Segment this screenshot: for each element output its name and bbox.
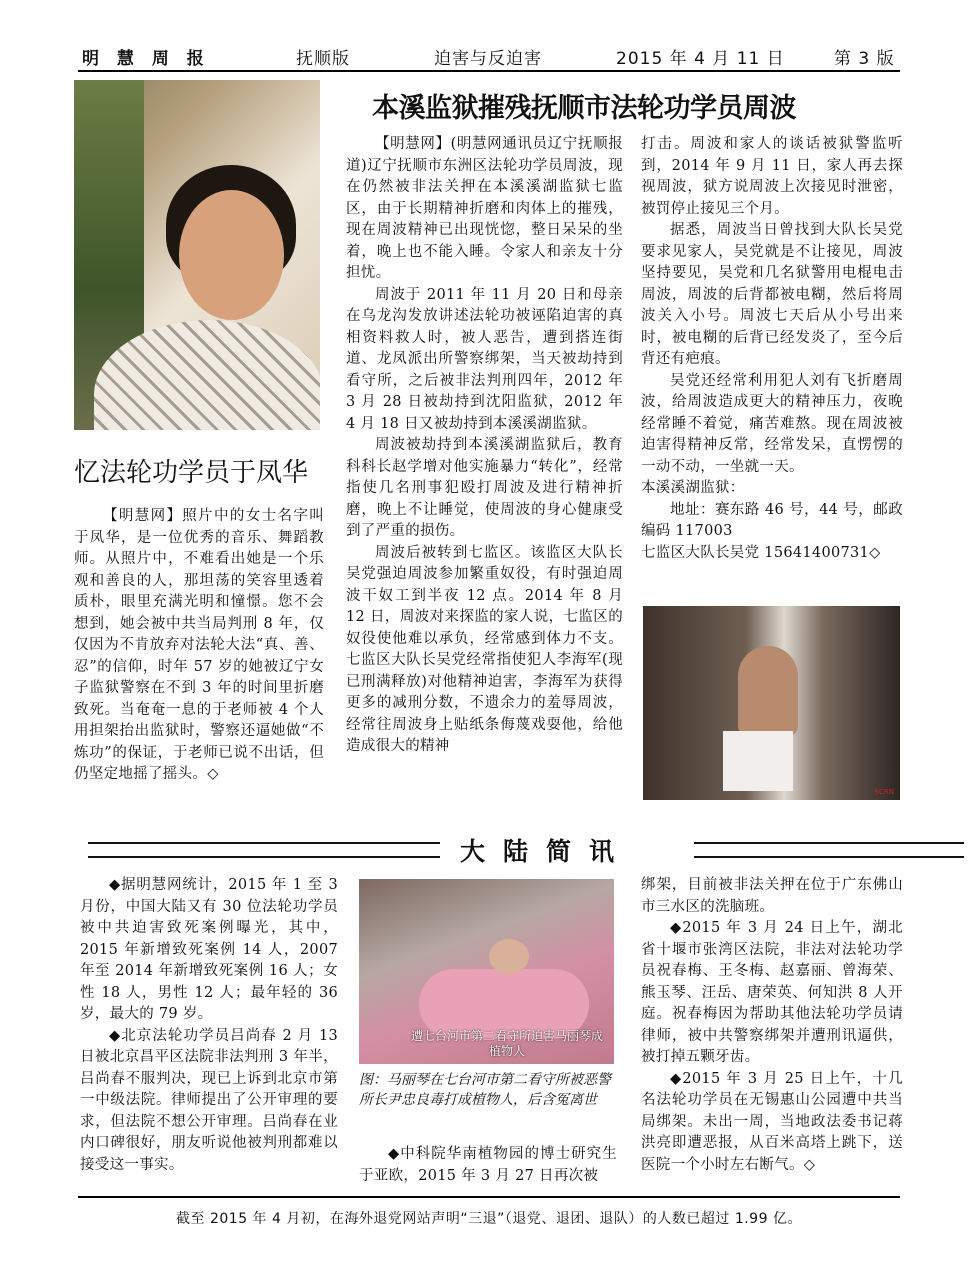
edition-label: 抚顺版 <box>296 49 350 69</box>
brief-item: ◆北京法轮功学员吕尚春 2 月 13 日被北京昌平区法院非法判刑 3 年半，吕尚春不服判决，现已上诉到北京市第一中级法院。律师提出了公开审理的要求，但法院不想公开审理。吕尚春在业内口碑很好，朋友听说他被判刑都难以接受这一事实。 <box>80 1027 338 1173</box>
page-header <box>78 40 900 72</box>
article-paragraph: 周波被劫持到本溪溪湖监狱后，教育科科长赵学增对他实施暴力“转化”，经常指使几名刑事犯殴打周波及进行精神折磨，晚上不让睡觉，使周波的身心健康受到了严重的损伤。 <box>346 437 623 539</box>
address-label: 本溪溪湖监狱： <box>641 480 745 496</box>
briefs-column-2 <box>359 1144 617 1187</box>
article-paragraph: 打击。周波和家人的谈话被狱警监听到，2014 年 9 月 11 日，家人再去探视周波，狱方说周波上次接见时泄密，被罚停止接见三个月。 <box>641 136 903 217</box>
article-paragraph: 【明慧网】(明慧网通讯员辽宁抚顺报道)辽宁抚顺市东洲区法轮功学员周波，现在仍然被非法关押在本溪溪湖监狱七监区，由于长期精神折磨和肉体上的摧残，现在周波精神已出现恍惚，整日呆呆的坐着，晚上也不能入睡。令家人和亲友十分担忧。 <box>346 136 623 281</box>
article-paragraph: 吴党还经常利用犯人刘有飞折磨周波，给周波造成更大的精神压力，夜晚经常睡不着觉，痛苦难熬。现在周波被迫害得精神反常，经常发呆，直愣愣的一动不动，一坐就一天。 <box>641 372 903 475</box>
article-paragraph: 【明慧网】照片中的女士名字叫于凤华，是一位优秀的音乐、舞蹈教师。从照片中，不难看出她是一个乐观和善良的人，那坦荡的笑容里透着质朴，眼里充满光明和憧憬。您不会想到，她会被中共当局判刑 8 年，仅仅因为不肯放弃对法轮大法“真、善、忍”的信仰，时年 57 岁的她被辽宁女子监狱警察在不到 3 年的时间里折磨致死。当奄奄一息的于老师被 4 个人用担架抬出监狱时，警察还逼她做“不炼功”的保证，于老师已说不出话，但仍坚定地摇了摇头。◇ <box>74 508 324 782</box>
hospital-bed-photo <box>359 879 614 1064</box>
photo-caption: 图：马丽琴在七台河市第二看守所被恶警所长尹忠良毒打成植物人，后含冤离世 <box>359 1072 611 1108</box>
page-footer: 截至 2015 年 4 月初，在海外退党网站声明“三退”（退党、退团、退队）的人数已超过 1.99 亿。 <box>78 1196 900 1228</box>
article2-body <box>74 506 324 786</box>
photo-stamp: SCRN <box>874 788 894 796</box>
brief-item: ◆据明慧网统计，2015 年 1 至 3 月份，中国大陆又有 30 位法轮功学员被中共迫害致死案例曝光，其中，2015 年新增致死案例 14 人，2007 年至 2014 年新增致死案例 16 人；女性 18 人，男性 12 人；最年轻的 36 岁，最大的 79 岁。 <box>80 877 338 1022</box>
brief-item: 绑架，目前被非法关押在位于广东佛山市三水区的洗脑班。 <box>641 877 903 915</box>
section-divider <box>78 832 900 864</box>
article-column-1 <box>346 134 623 758</box>
article-headline: 本溪监狱摧残抚顺市法轮功学员周波 <box>372 93 796 124</box>
page-number: 第 3 版 <box>834 49 895 69</box>
article-paragraph: 周波后被转到七监区。该监区大队长吴党强迫周波参加繁重奴役，有时强迫周波干奴工到半夜 12 点。2014 年 8 月 12 日，周波对来探监的家人说，七监区的奴役使他难以承负，经常感到体力不支。七监区大队长吴党经常指使犯人李海军(现已刑满释放)对他精神迫害，李海军为获得更多的减刑分数，不遗余力的羞辱周波，经常往周波身上贴纸条侮蔑戏耍他，给他造成很大的精神 <box>346 544 623 754</box>
section-label: 迫害与反迫害 <box>434 49 542 69</box>
issue-date: 2015 年 4 月 11 日 <box>616 49 785 69</box>
article-subheadline: 忆法轮功学员于凤华 <box>74 458 309 488</box>
address-text: 地址：赛东路 46 号，44 号，邮政编码 117003 <box>641 501 903 539</box>
contact-text: 七监区大队长吴党 15641400731◇ <box>641 544 881 561</box>
paper-name: 明 慧 周 报 <box>82 49 210 69</box>
portrait-photo <box>74 80 320 430</box>
article-paragraph: 周波于 2011 年 11 月 20 日和母亲在乌龙沟发放讲述法轮功被诬陷迫害的真相资料救人时，被人恶告，遭到搭连街道、龙凤派出所警察绑架，当天被劫持到看守所，之后被非法判刑四年，2012 年 3 月 28 日被劫持到沈阳监狱，2012 年 4 月 18 日又被劫持到本溪溪湖监狱。 <box>346 286 623 432</box>
article-paragraph: 据悉，周波当日曾找到大队长吴党要求见家人，吴党就是不让接见，周波坚持要见，吴党和几名狱警用电棍电击周波，周波的后背都被电糊，然后将周波关入小号。周波七天后从小号出来时，被电糊的后背已经发炎了，至今后背还有疤痕。 <box>641 222 903 367</box>
brief-item: ◆中科院华南植物园的博士研究生于亚欧，2015 年 3 月 27 日再次被 <box>359 1146 617 1184</box>
torture-reenactment-photo <box>643 606 900 800</box>
photo-overlay-caption: 遭七台河市第二看守所迫害马丽琴成植物人 <box>410 1029 603 1058</box>
briefs-column-1 <box>80 875 338 1176</box>
article-column-2 <box>641 134 903 564</box>
brief-item: ◆2015 年 3 月 25 日上午，十几名法轮功学员在无锡惠山公园遭中共当局绑架。未出一周，当地政法委书记蒋洪亮即遭恶报，从百米高塔上跳下，送医院一个小时左右断气。◇ <box>641 1070 903 1173</box>
briefs-column-3 <box>641 875 903 1176</box>
brief-item: ◆2015 年 3 月 24 日上午，湖北省十堰市张湾区法院，非法对法轮功学员祝春梅、王冬梅、赵嘉丽、曾海荣、熊玉琴、汪岳、唐荣英、何知洪 8 人开庭。祝春梅因为帮助其他法轮功学员请律师，被中共警察绑架并遭刑讯逼供，被打掉五颗牙齿。 <box>641 920 903 1065</box>
section-title: 大陆简讯 <box>460 837 633 866</box>
